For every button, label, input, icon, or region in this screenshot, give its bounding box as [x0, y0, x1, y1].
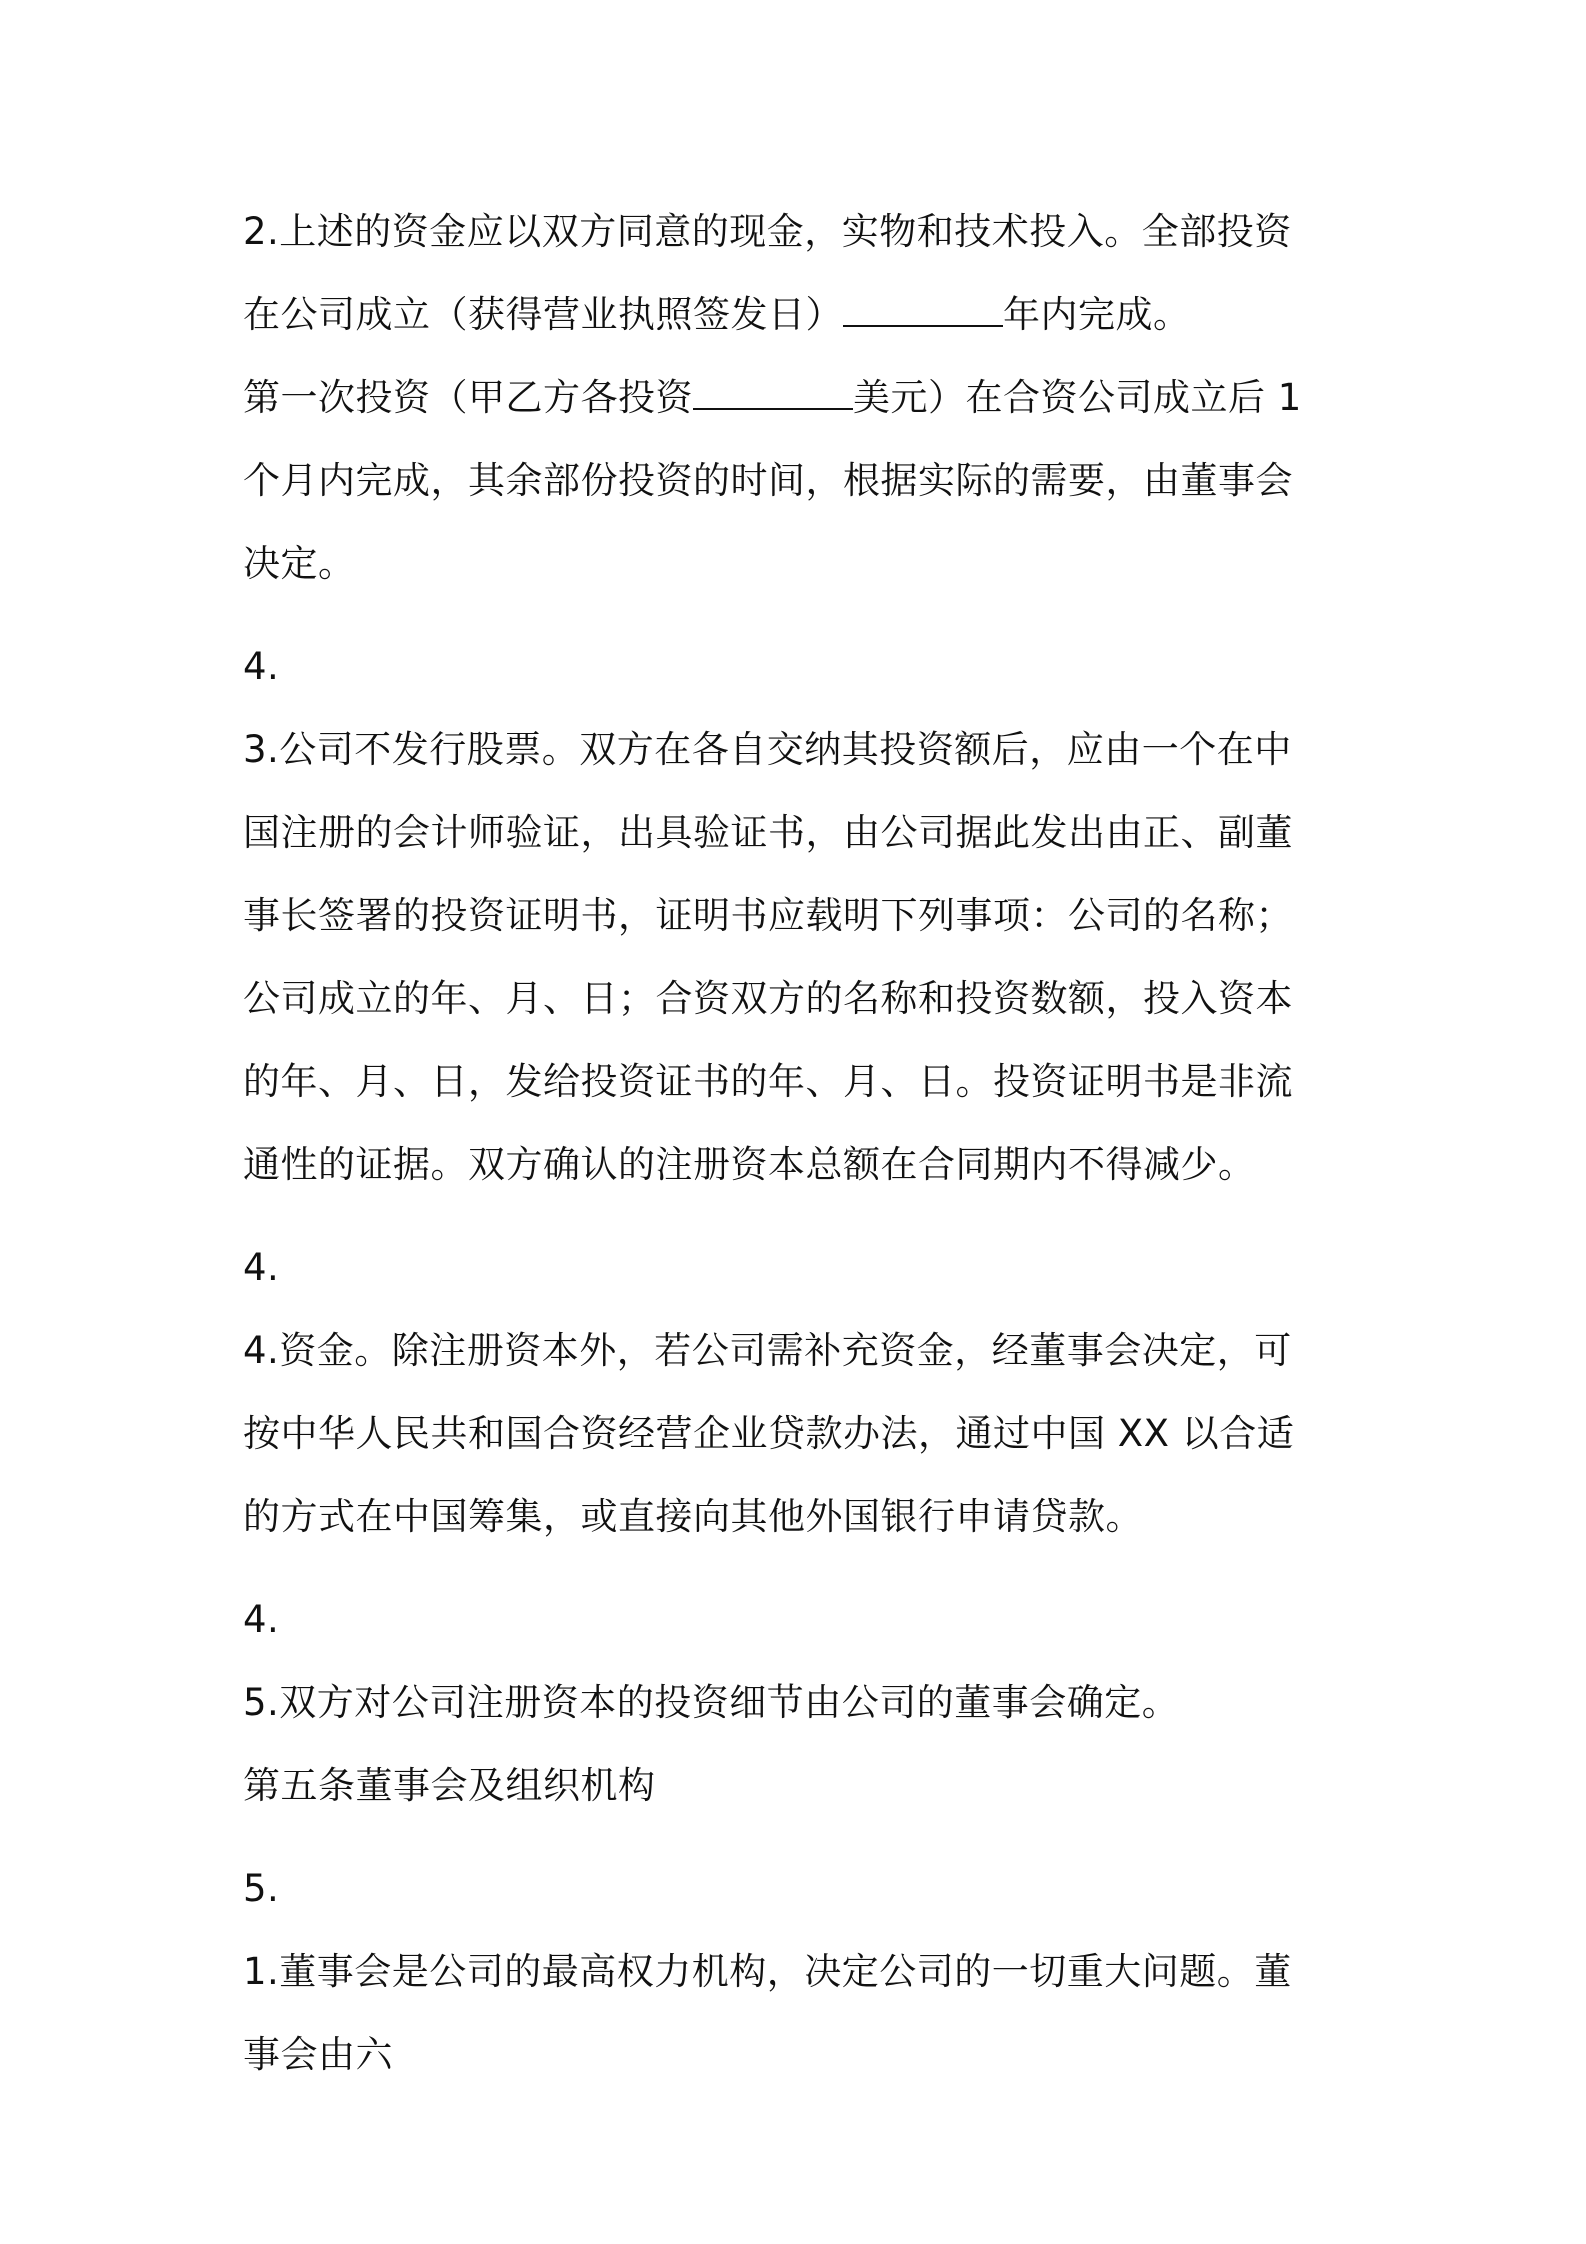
text-span: 事长签署的投资证明书，证明书应载明下列事项：公司的名称； — [243, 894, 1293, 937]
section-number — [243, 625, 1363, 708]
fill-in-blank — [693, 378, 853, 410]
text-line — [243, 874, 1363, 957]
text-span: 4.资金。除注册资本外，若公司需补充资金，经董事会决定，可 — [243, 1329, 1292, 1372]
text-line — [243, 1392, 1363, 1475]
text-line — [243, 708, 1363, 791]
text-span: 第五条董事会及组织机构 — [243, 1764, 656, 1807]
text-span: 个月内完成，其余部份投资的时间，根据实际的需要，由董事会 — [243, 459, 1293, 502]
text-span: 4. — [243, 645, 280, 688]
text-line — [243, 522, 1363, 605]
text-span: 决定。 — [243, 542, 356, 585]
section-number — [243, 1847, 1363, 1930]
text-span: 美元）在合资公司成立后 1 — [853, 376, 1302, 419]
document-body — [243, 190, 1363, 2096]
text-span: 4. — [243, 1246, 280, 1289]
text-line — [243, 791, 1363, 874]
text-span: 的年、月、日，发给投资证书的年、月、日。投资证明书是非流 — [243, 1060, 1293, 1103]
text-line — [243, 957, 1363, 1040]
article-heading — [243, 1744, 1363, 1827]
text-line — [243, 1475, 1363, 1558]
text-line — [243, 1661, 1363, 1744]
text-line — [243, 1309, 1363, 1392]
text-line — [243, 356, 1363, 439]
text-line — [243, 439, 1363, 522]
text-span: 5.双方对公司注册资本的投资细节由公司的董事会确定。 — [243, 1681, 1180, 1724]
text-line — [243, 1040, 1363, 1123]
text-span: 2.上述的资金应以双方同意的现金，实物和技术投入。全部投资 — [243, 210, 1292, 253]
text-span: 年内完成。 — [1003, 293, 1191, 336]
text-span: 公司成立的年、月、日；合资双方的名称和投资数额，投入资本 — [243, 977, 1293, 1020]
text-span: 3.公司不发行股票。双方在各自交纳其投资额后，应由一个在中 — [243, 728, 1292, 771]
text-line — [243, 273, 1363, 356]
text-span: 1.董事会是公司的最高权力机构，决定公司的一切重大问题。董 — [243, 1950, 1292, 1993]
text-line — [243, 190, 1363, 273]
text-line — [243, 1930, 1363, 2013]
section-number — [243, 1226, 1363, 1309]
text-span: 5. — [243, 1867, 280, 1910]
text-span: 第一次投资（甲乙方各投资 — [243, 376, 693, 419]
text-line — [243, 2013, 1363, 2096]
text-span: 国注册的会计师验证，出具验证书，由公司据此发出由正、副董 — [243, 811, 1293, 854]
text-span: 事会由六 — [243, 2033, 393, 2076]
text-span: 在公司成立（获得营业执照签发日） — [243, 293, 843, 336]
fill-in-blank — [843, 295, 1003, 327]
text-line — [243, 1123, 1363, 1206]
section-number — [243, 1578, 1363, 1661]
text-span: 通性的证据。双方确认的注册资本总额在合同期内不得减少。 — [243, 1143, 1256, 1186]
text-span: 的方式在中国筹集，或直接向其他外国银行申请贷款。 — [243, 1495, 1143, 1538]
text-span: 按中华人民共和国合资经营企业贷款办法，通过中国 XX 以合适 — [243, 1412, 1295, 1455]
text-span: 4. — [243, 1598, 280, 1641]
